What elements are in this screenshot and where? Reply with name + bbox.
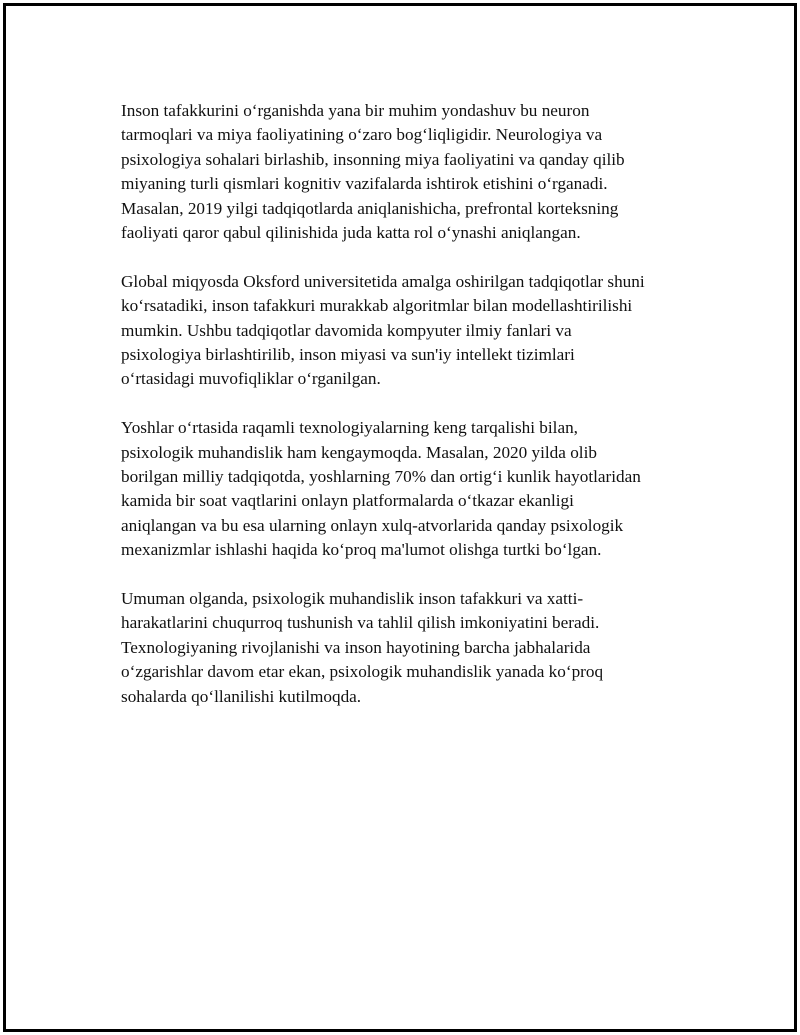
text-line: harakatlarini chuqurroq tushunish va tahlil qilish imkoniyatini beradi. — [121, 613, 600, 633]
text-line: psixologik muhandislik ham kengaymoqda. Masalan, 2020 yilda olib — [121, 442, 597, 462]
paragraph-3 — [121, 416, 711, 562]
text-line: oʻzgarishlar davom etar ekan, psixologik muhandislik yanada koʻproq — [121, 662, 604, 682]
text-line: tarmoqlari va miya faoliyatining oʻzaro bogʻliqligidir. Neurologiya va — [121, 125, 603, 145]
paragraph-1 — [121, 99, 711, 245]
text-line: sohalarda qoʻllanilishi kutilmoqda. — [121, 686, 362, 706]
paragraph-4 — [121, 587, 711, 709]
text-line: Global miqyosda Oksford universitetida amalga oshirilgan tadqiqotlar shuni — [121, 271, 645, 291]
document-body — [121, 99, 711, 734]
text-line: Yoshlar oʻrtasida raqamli texnologiyalarning keng tarqalishi bilan, — [121, 418, 578, 438]
text-line: borilgan milliy tadqiqotda, yoshlarning 70% dan ortigʻi kunlik hayotlaridan — [121, 467, 641, 487]
text-line: Masalan, 2019 yilgi tadqiqotlarda aniqlanishicha, prefrontal korteksning — [121, 198, 619, 218]
paragraph-2 — [121, 270, 711, 392]
text-line: faoliyati qaror qabul qilinishida juda katta rol oʻynashi aniqlangan. — [121, 223, 581, 243]
page-border-frame — [3, 3, 797, 1032]
text-line: psixologiya birlashtirilib, inson miyasi va sun'iy intellekt tizimlari — [121, 345, 575, 365]
text-line: Inson tafakkurini oʻrganishda yana bir muhim yondashuv bu neuron — [121, 101, 590, 120]
text-line: koʻrsatadiki, inson tafakkuri murakkab algoritmlar bilan modellashtirilishi — [121, 296, 633, 316]
text-line: psixologiya sohalari birlashib, insonning miya faoliyatini va qanday qilib — [121, 149, 625, 169]
text-line: mexanizmlar ishlashi haqida koʻproq ma'lumot olishga turtki boʻlgan. — [121, 540, 602, 560]
text-line: mumkin. Ushbu tadqiqotlar davomida kompyuter ilmiy fanlari va — [121, 320, 572, 340]
text-line: oʻrtasidagi muvofiqliklar oʻrganilgan. — [121, 369, 381, 389]
text-line: kamida bir soat vaqtlarini onlayn platformalarda oʻtkazar ekanligi — [121, 491, 574, 511]
text-line: aniqlangan va bu esa ularning onlayn xulq-atvorlarida qanday psixologik — [121, 515, 624, 535]
text-line: Texnologiyaning rivojlanishi va inson hayotining barcha jabhalarida — [121, 637, 591, 657]
text-line: miyaning turli qismlari kognitiv vazifalarda ishtirok etishini oʻrganadi. — [121, 174, 608, 194]
text-line: Umuman olganda, psixologik muhandislik inson tafakkuri va xatti- — [121, 589, 584, 609]
